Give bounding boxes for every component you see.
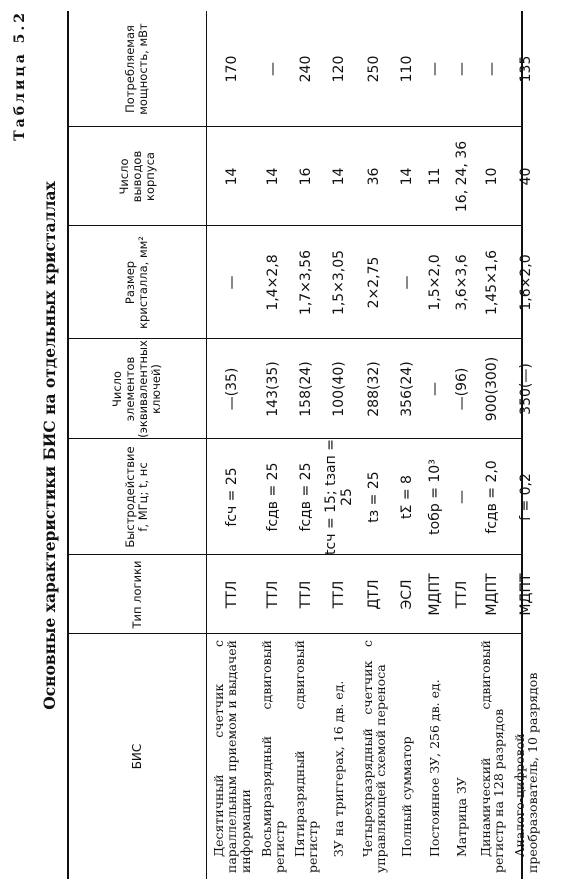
cell-speed: f = 0,2 — [518, 473, 534, 521]
header-power: Потребляемая мощность, мВт — [123, 23, 150, 115]
table-row — [451, 11, 473, 879]
cell-elements: 900(300) — [484, 356, 500, 422]
cell-elements: — — [427, 382, 443, 396]
cell-elements: 356(24) — [399, 361, 415, 417]
cell-pins: 36 — [366, 167, 382, 186]
cell-pins: 14 — [331, 167, 347, 186]
bis-name-text: Полный сумматор — [399, 736, 415, 857]
cell-name — [259, 634, 287, 879]
cell-pins: 40 — [518, 167, 534, 186]
cell-power: — — [454, 62, 470, 76]
cell-speed: tсч = 15; tзап = 25 — [323, 439, 355, 555]
cell-size: 1,7×3,56 — [298, 249, 314, 316]
cell-logic: МДПТ — [427, 573, 443, 616]
cell-speed: tз = 25 — [366, 471, 382, 523]
cell-name — [357, 634, 391, 879]
bis-name-text: Четырехразрядный счетчик с управляющей схемой переноса — [359, 640, 388, 873]
cell-power: 250 — [366, 55, 382, 83]
cell-name — [451, 634, 473, 879]
cell-speed: — — [454, 490, 470, 504]
cell-pins: 14 — [399, 167, 415, 186]
cell-elements: 350(—) — [518, 363, 534, 415]
cell-size: 1,45×1,6 — [484, 249, 500, 316]
cell-name — [325, 634, 353, 879]
cell-elements: 158(24) — [298, 361, 314, 417]
header-bis: БИС — [129, 743, 144, 770]
bis-name-text: Аналого-цифровой преобразователь, 10 разрядов — [511, 672, 540, 873]
cell-name — [395, 634, 419, 879]
cell-power: 135 — [518, 55, 534, 83]
table-row — [259, 11, 287, 879]
header-size: Размер кристалла, мм² — [123, 236, 150, 329]
cell-logic: ТТЛ — [224, 580, 240, 609]
cell-elements: —(35) — [224, 367, 240, 411]
cell-elements: 288(32) — [366, 361, 382, 417]
header-logic: Тип логики — [129, 560, 144, 629]
table-row — [477, 11, 507, 879]
cell-pins: 16, 24, 36 — [454, 140, 470, 213]
cell-name — [291, 634, 321, 879]
cell-pins: 10 — [484, 167, 500, 186]
bis-name-text: Восьмиразрядный сдвиговый регистр — [258, 640, 287, 873]
bis-name-text: Десятичный счетчик с параллельным приемом и выдачей информации — [210, 640, 253, 873]
cell-speed: fсдв = 25 — [265, 462, 281, 532]
cell-pins: 14 — [224, 167, 240, 186]
bis-name-text: Матрица ЗУ — [454, 777, 470, 857]
cell-size: 1,5×2,0 — [427, 254, 443, 311]
cell-name — [511, 634, 541, 879]
cell-name — [477, 634, 507, 879]
cell-power: 170 — [224, 55, 240, 83]
cell-size: 1,4×2,8 — [265, 254, 281, 311]
cell-elements: 100(40) — [331, 361, 347, 417]
cell-pins: 11 — [427, 167, 443, 186]
header-pins: Число выводов корпуса — [116, 150, 157, 203]
bis-name-text: Динамический сдвиговый регистр на 128 разрядов — [477, 640, 506, 873]
cell-power: 240 — [298, 55, 314, 83]
cell-speed: fсдв = 25 — [298, 462, 314, 532]
cell-elements: 143(35) — [265, 361, 281, 417]
table-row — [423, 11, 447, 879]
header-elements: Число элементов (эквивалентных ключей) — [110, 340, 163, 438]
cell-size: 1,6×2,0 — [518, 254, 534, 311]
bis-name-text: Пятиразрядный сдвиговый регистр — [291, 640, 320, 873]
cell-power: 120 — [331, 55, 347, 83]
cell-logic: ТТЛ — [454, 580, 470, 609]
cell-logic: ТТЛ — [298, 580, 314, 609]
table-row — [291, 11, 321, 879]
table-row — [357, 11, 391, 879]
characteristics-table — [67, 11, 540, 879]
cell-logic: МДПТ — [518, 573, 534, 616]
header-speed: Быстродействие f, МГц; t, нс — [123, 446, 150, 548]
table-caption: Основные характеристики БИС на отдельных кристаллах — [40, 181, 59, 710]
cell-speed: fсч = 25 — [224, 467, 240, 527]
cell-logic: ТТЛ — [331, 580, 347, 609]
cell-logic: ТТЛ — [265, 580, 281, 609]
cell-pins: 14 — [265, 167, 281, 186]
cell-elements: —(96) — [454, 367, 470, 411]
table-row — [209, 11, 255, 879]
cell-speed: tΣ = 8 — [399, 475, 415, 519]
cell-size: 2×2,75 — [366, 256, 382, 309]
cell-speed: tобр = 10³ — [427, 459, 443, 535]
table-row — [395, 11, 419, 879]
cell-speed: fсдв = 2,0 — [484, 460, 500, 534]
table-row — [325, 11, 353, 879]
cell-name — [209, 634, 255, 879]
cell-size: 3,6×3,6 — [454, 254, 470, 311]
cell-power: 110 — [399, 55, 415, 83]
cell-power: — — [427, 62, 443, 76]
cell-logic: МДПТ — [484, 573, 500, 616]
cell-logic: ДТЛ — [366, 579, 382, 610]
cell-size: 1,5×3,05 — [331, 249, 347, 316]
cell-name — [423, 634, 447, 879]
cell-logic: ЭСЛ — [399, 579, 415, 610]
cell-size: — — [399, 275, 415, 290]
table-header-row — [69, 11, 207, 879]
cell-power: — — [265, 62, 281, 76]
cell-pins: 16 — [298, 167, 314, 186]
table-number-label: Таблица 5.2 — [12, 10, 28, 141]
bis-name-text: Постоянное ЗУ, 256 дв. ед. — [427, 679, 443, 857]
cell-power: — — [484, 62, 500, 76]
table-row — [511, 11, 541, 879]
cell-size: — — [224, 275, 240, 290]
bis-name-text: ЗУ на триггерах, 16 дв. ед. — [331, 680, 347, 857]
